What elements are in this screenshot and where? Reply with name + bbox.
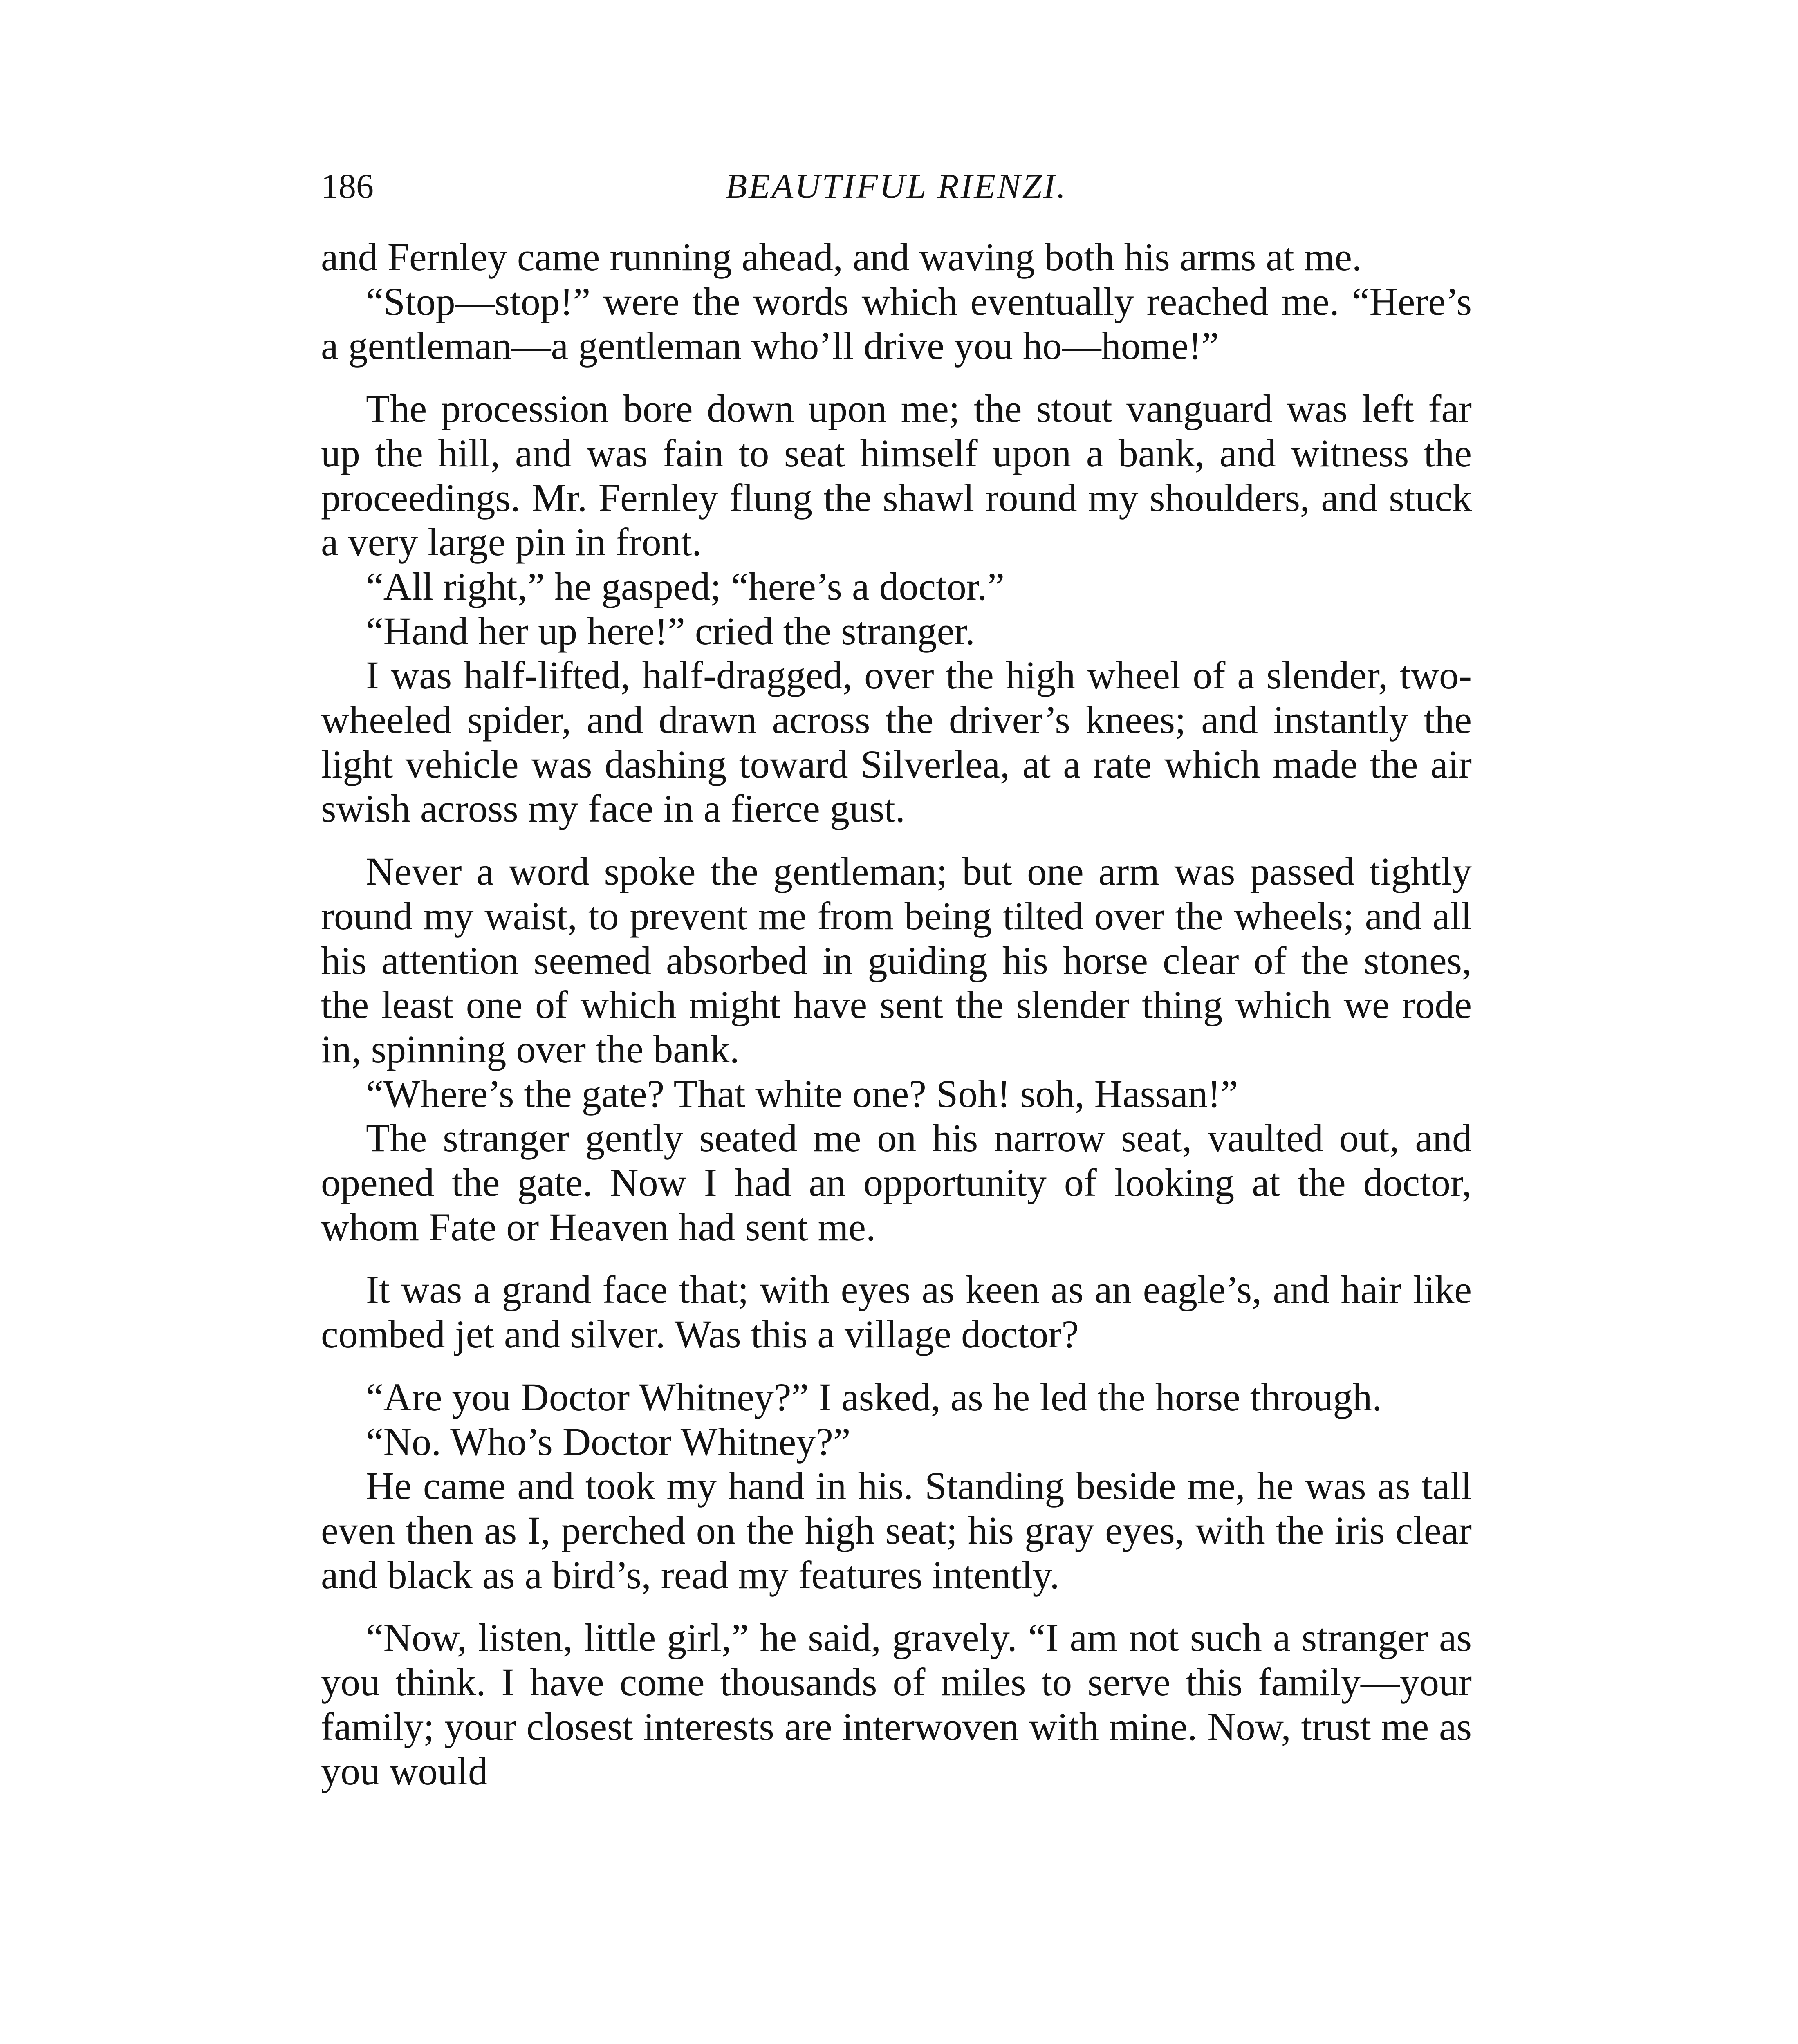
body-text <box>321 235 1472 1793</box>
paragraph: “Stop—stop!” were the words which eventually reached me. “Here’s a gentleman—a gentleman who’ll drive you ho—home!” <box>321 279 1472 368</box>
running-title: BEAUTIFUL RIENZI. <box>725 166 1067 206</box>
paragraph: The stranger gently seated me on his narrow seat, vaulted out, and opened the gate. Now I had an opportunity of looking at the doctor, whom Fate or Heaven had sent me. <box>321 1116 1472 1249</box>
paragraph: I was half-lifted, half-dragged, over the high wheel of a slender, two-wheeled spider, and drawn across the driver’s knees; and instantly the light vehicle was dashing toward Silverlea, at a rate which made the air swish across my face in a fierce gust. <box>321 653 1472 831</box>
paragraph: He came and took my hand in his. Standing beside me, he was as tall even then as I, perched on the high seat; his gray eyes, with the iris clear and black as a bird’s, read my features intently. <box>321 1464 1472 1597</box>
paragraph: Never a word spoke the gentleman; but one arm was passed tightly round my waist, to prevent me from being tilted over the wheels; and all his attention seemed absorbed in guiding his horse clear of the stones, the least one of which might have sent the slender thing which we rode in, spinning over the bank. <box>321 849 1472 1071</box>
paragraph: “Hand her up here!” cried the stranger. <box>366 609 975 653</box>
paragraph: “Where’s the gate? That white one? Soh! soh, Hassan!” <box>366 1071 1238 1116</box>
paragraph: “All right,” he gasped; “here’s a doctor.” <box>366 564 1005 608</box>
page-number: 186 <box>321 166 374 206</box>
paragraph: The procession bore down upon me; the stout vanguard was left far up the hill, and was fain to seat himself upon a bank, and witness the proceedings. Mr. Fernley flung the shawl round my shoulders, and stuck a very large pin in front. <box>321 387 1472 564</box>
paragraph: It was a grand face that; with eyes as keen as an eagle’s, and hair like combed jet and silver. Was this a village doctor? <box>321 1268 1472 1356</box>
paragraph: “Are you Doctor Whitney?” I asked, as he led the horse through. <box>366 1375 1382 1419</box>
page-header <box>321 159 1472 213</box>
paragraph: “Now, listen, little girl,” he said, gravely. “I am not such a stranger as you think. I have come thousands of miles to serve this family—your family; your closest interests are interwoven with mine. Now, trust me as you would <box>321 1616 1472 1793</box>
paragraph: “No. Who’s Doctor Whitney?” <box>366 1419 851 1464</box>
paragraph: and Fernley came running ahead, and waving both his arms at me. <box>321 235 1362 279</box>
